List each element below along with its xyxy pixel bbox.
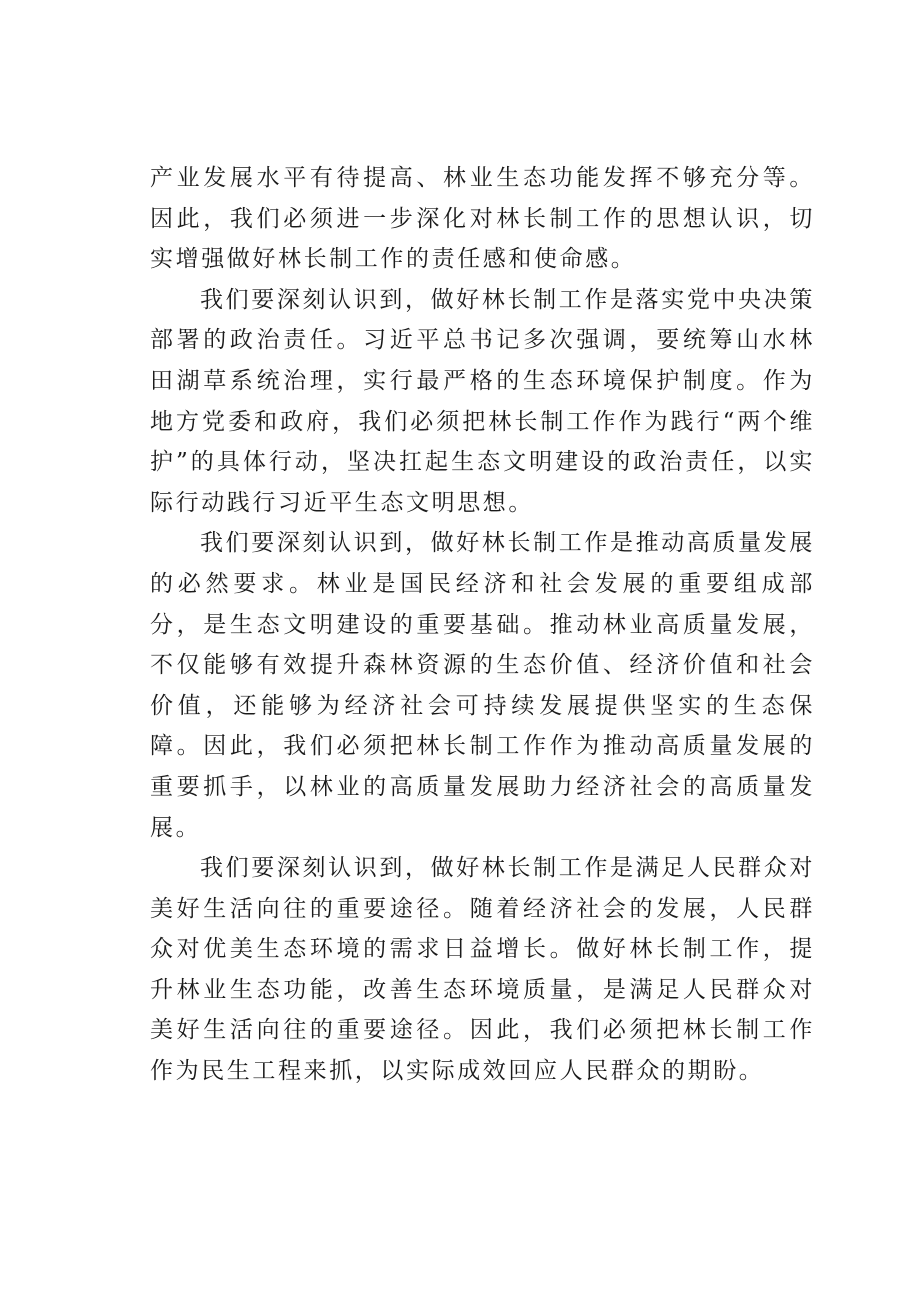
paragraph-political-responsibility: 我们要深刻认识到，做好林长制工作是落实党中央决策部署的政治责任。习近平总书记多次强调，要统筹山水林田湖草系统治理，实行最严格的生态环境保护制度。作为地方党委和政府，我们必须把林长制工作作为践行“两个维护”的具体行动，坚决扛起生态文明建设的政治责任，以实际行动践行习近平生态文明思想。 — [150, 286, 815, 516]
paragraph-high-quality-development: 我们要深刻认识到，做好林长制工作是推动高质量发展的必然要求。林业是国民经济和社会发展的重要组成部分，是生态文明建设的重要基础。推动林业高质量发展，不仅能够有效提升森林资源的生态价值、经济价值和社会价值，还能够为经济社会可持续发展提供坚实的生态保障。因此，我们必须把林长制工作作为推动高质量发展的重要抓手，以林业的高质量发展助力经济社会的高质量发展。 — [150, 530, 815, 841]
paragraph-continued: 产业发展水平有待提高、林业生态功能发挥不够充分等。因此，我们必须进一步深化对林长制工作的思想认识，切实增强做好林长制工作的责任感和使命感。 — [150, 165, 815, 273]
document-body — [150, 158, 815, 1092]
paragraph-people-needs: 我们要深刻认识到，做好林长制工作是满足人民群众对美好生活向往的重要途径。随着经济社会的发展，人民群众对优美生态环境的需求日益增长。做好林长制工作，提升林业生态功能，改善生态环境质量，是满足人民群众对美好生活向往的重要途径。因此，我们必须把林长制工作作为民生工程来抓，以实际成效回应人民群众的期盼。 — [150, 855, 815, 1085]
